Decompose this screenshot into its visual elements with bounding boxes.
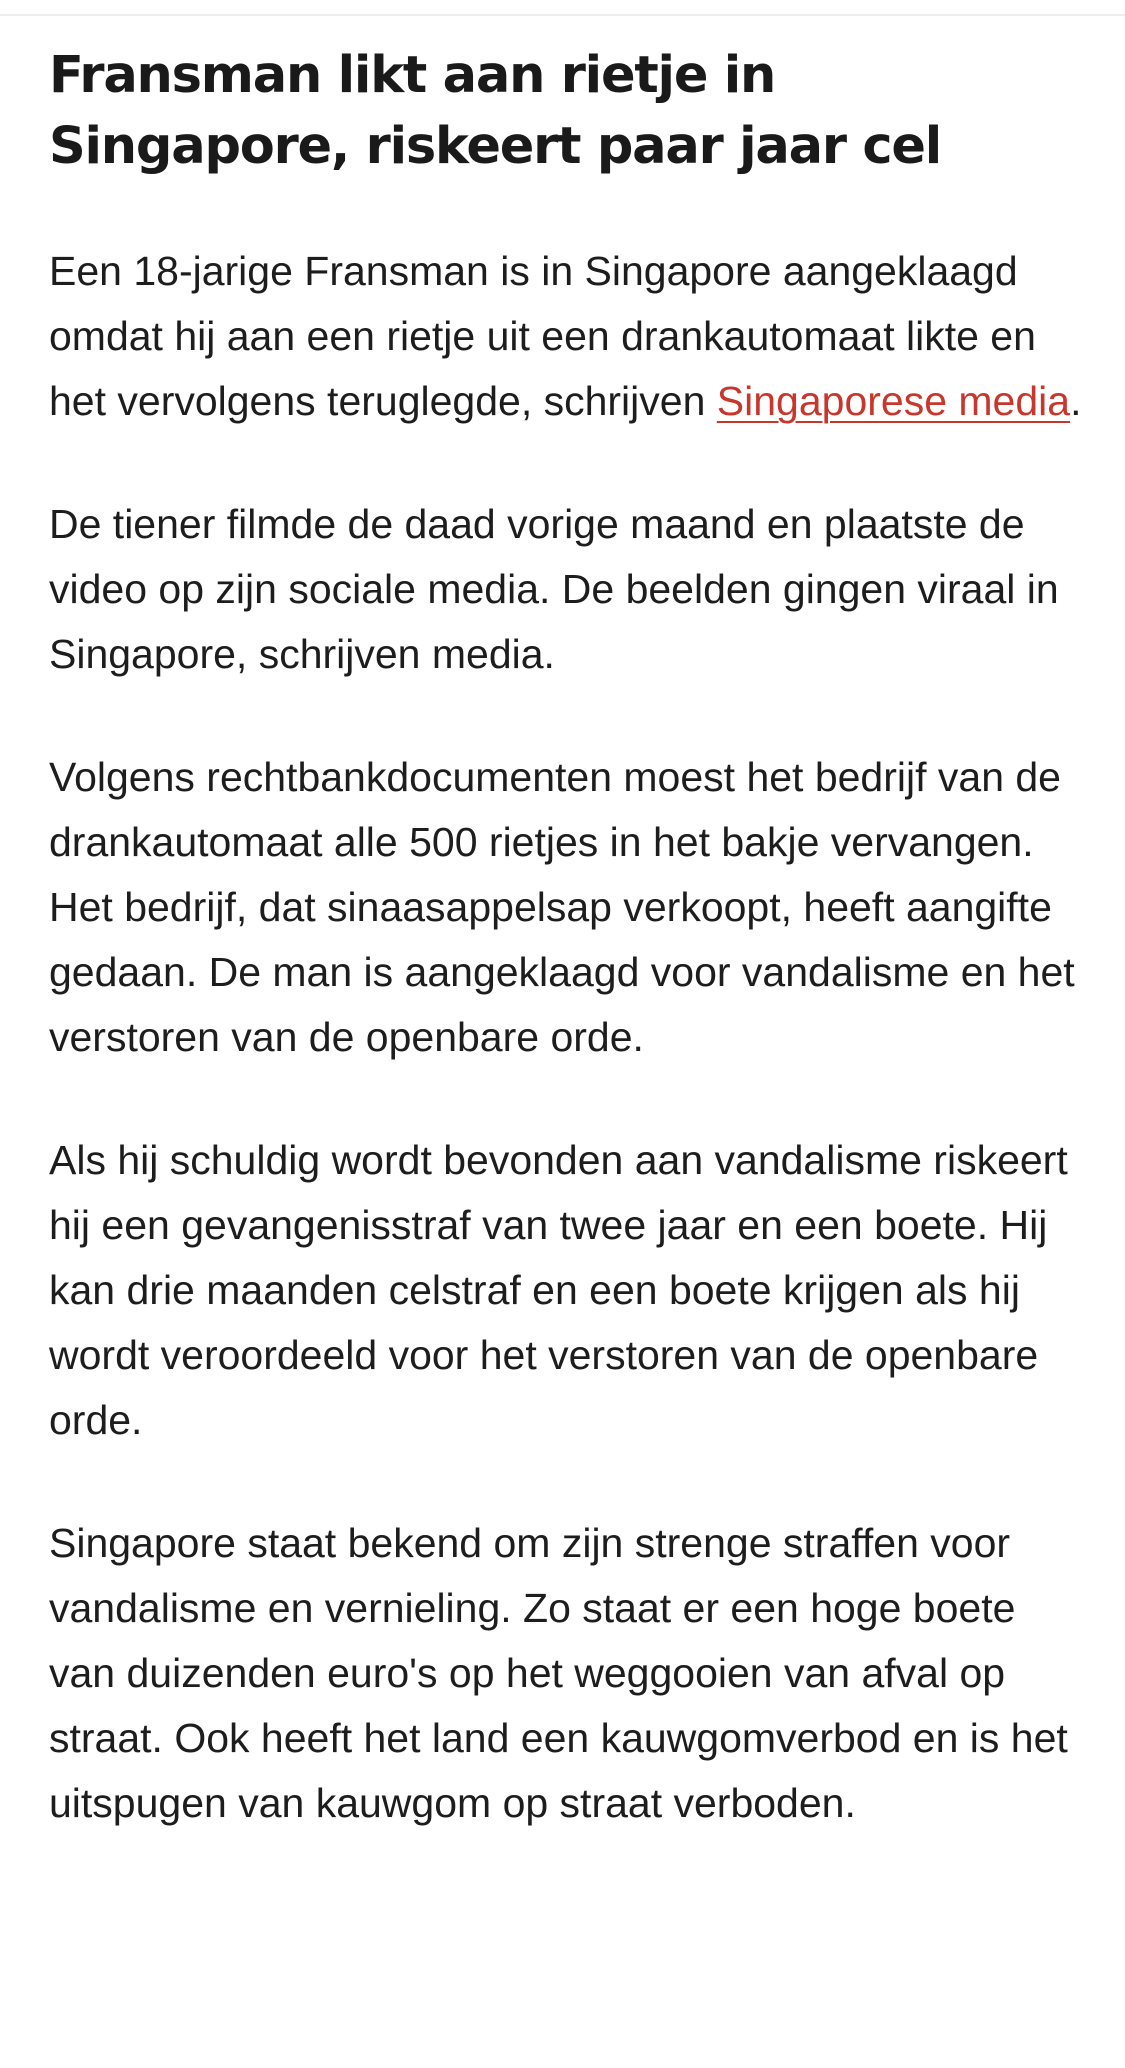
paragraph-1-end: .: [1070, 378, 1082, 424]
paragraph-5: Singapore staat bekend om zijn strenge straffen voor vandalisme en vernieling. Zo staat er een hoge boete van duizenden euro's op het weggooien van afval op straat. Ook heeft het land een kauwgomverbod en is het uitspugen van kauwgom op straat verboden.: [49, 1520, 1068, 1826]
paragraph-2: De tiener filmde de daad vorige maand en plaatste de video op zijn sociale media. De beelden gingen viraal in Singapore, schrijven media.: [49, 501, 1059, 677]
paragraph-1: [49, 239, 1089, 434]
article-headline: Fransman likt aan rietje in Singapore, riskeert paar jaar cel: [49, 46, 942, 176]
paragraph-3: Volgens rechtbankdocumenten moest het bedrijf van de drankautomaat alle 500 rietjes in het bakje vervangen. Het bedrijf, dat sinaasappelsap verkoopt, heeft aangifte gedaan. De man is aangeklaagd voor vandalisme en het verstoren van de openbare orde.: [49, 754, 1075, 1060]
article-body: [49, 239, 1089, 1836]
paragraph-4: Als hij schuldig wordt bevonden aan vandalisme riskeert hij een gevangenisstraf van twee jaar en een boete. Hij kan drie maanden celstraf en een boete krijgen als hij wordt veroordeeld voor het verstoren van de openbare orde.: [49, 1137, 1068, 1443]
article: [49, 40, 1089, 1836]
singaporese-media-link[interactable]: Singaporese media: [716, 378, 1071, 424]
top-divider: [0, 14, 1125, 16]
paragraph-1-text: Een 18-jarige Fransman is in Singapore aangeklaagd omdat hij aan een rietje uit een drankautomaat likte en het vervolgens teruglegde, schrijven: [49, 248, 1036, 424]
